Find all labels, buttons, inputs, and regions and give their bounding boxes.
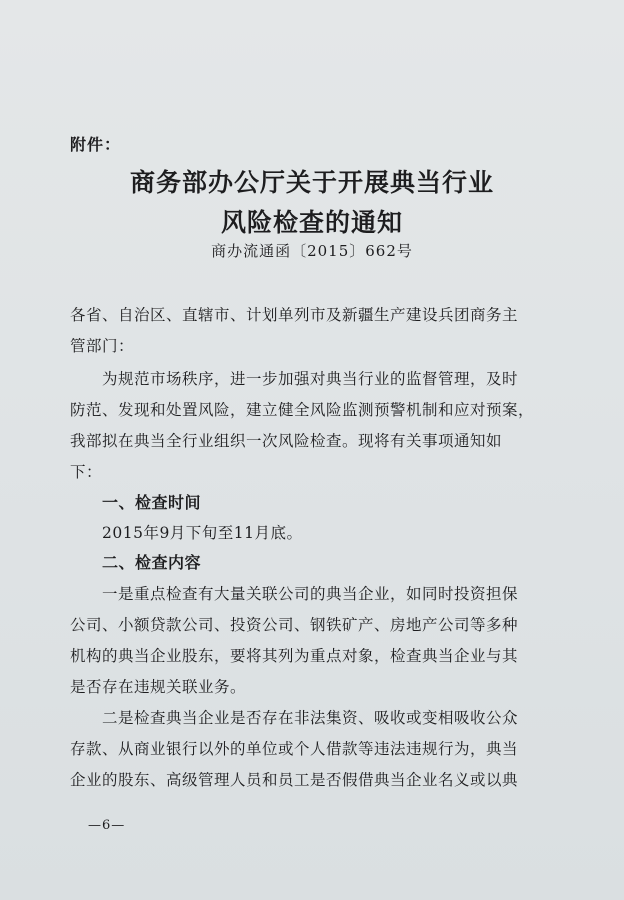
document-title-line-2: 风险检查的通知 xyxy=(220,208,403,237)
body-line: 2015年9月下旬至11月底。 xyxy=(102,524,303,542)
body-line: 二是检查典当企业是否存在非法集资、吸收或变相吸收公众 xyxy=(102,709,519,727)
body-line: 公司、小额贷款公司、投资公司、钢铁矿产、房地产公司等多种 xyxy=(70,616,519,634)
body-line: 一是重点检查有大量关联公司的典当企业，如同时投资担保 xyxy=(102,585,519,603)
document-title-line-1: 商务部办公厅关于开展典当行业 xyxy=(129,168,494,197)
body-line: 为规范市场秩序，进一步加强对典当行业的监督管理，及时 xyxy=(102,370,519,388)
body-line: 管部门： xyxy=(70,337,135,355)
body-line: 我部拟在典当全行业组织一次风险检查。现将有关事项通知如 xyxy=(70,432,503,450)
body-line: 防范、发现和处置风险，建立健全风险监测预警机制和应对预案， xyxy=(70,401,535,419)
body-line: 下： xyxy=(70,463,103,481)
body-line: 是否存在违规关联业务。 xyxy=(70,678,247,696)
page-number: —6— xyxy=(88,818,126,833)
body-line: 各省、自治区、直辖市、计划单列市及新疆生产建设兵团商务主 xyxy=(70,306,519,324)
document-number: 商办流通函〔2015〕662号 xyxy=(211,242,413,260)
body-line: 机构的典当企业股东，要将其列为重点对象，检查典当企业与其 xyxy=(70,647,519,665)
section-heading-time: 一、检查时间 xyxy=(102,493,202,512)
section-heading-content: 二、检查内容 xyxy=(102,553,202,572)
body-line: 企业的股东、高级管理人员和员工是否假借典当企业名义或以典 xyxy=(70,771,519,789)
body-line: 存款、从商业银行以外的单位或个人借款等违法违规行为，典当 xyxy=(70,740,519,758)
attachment-label: 附件： xyxy=(70,135,122,154)
